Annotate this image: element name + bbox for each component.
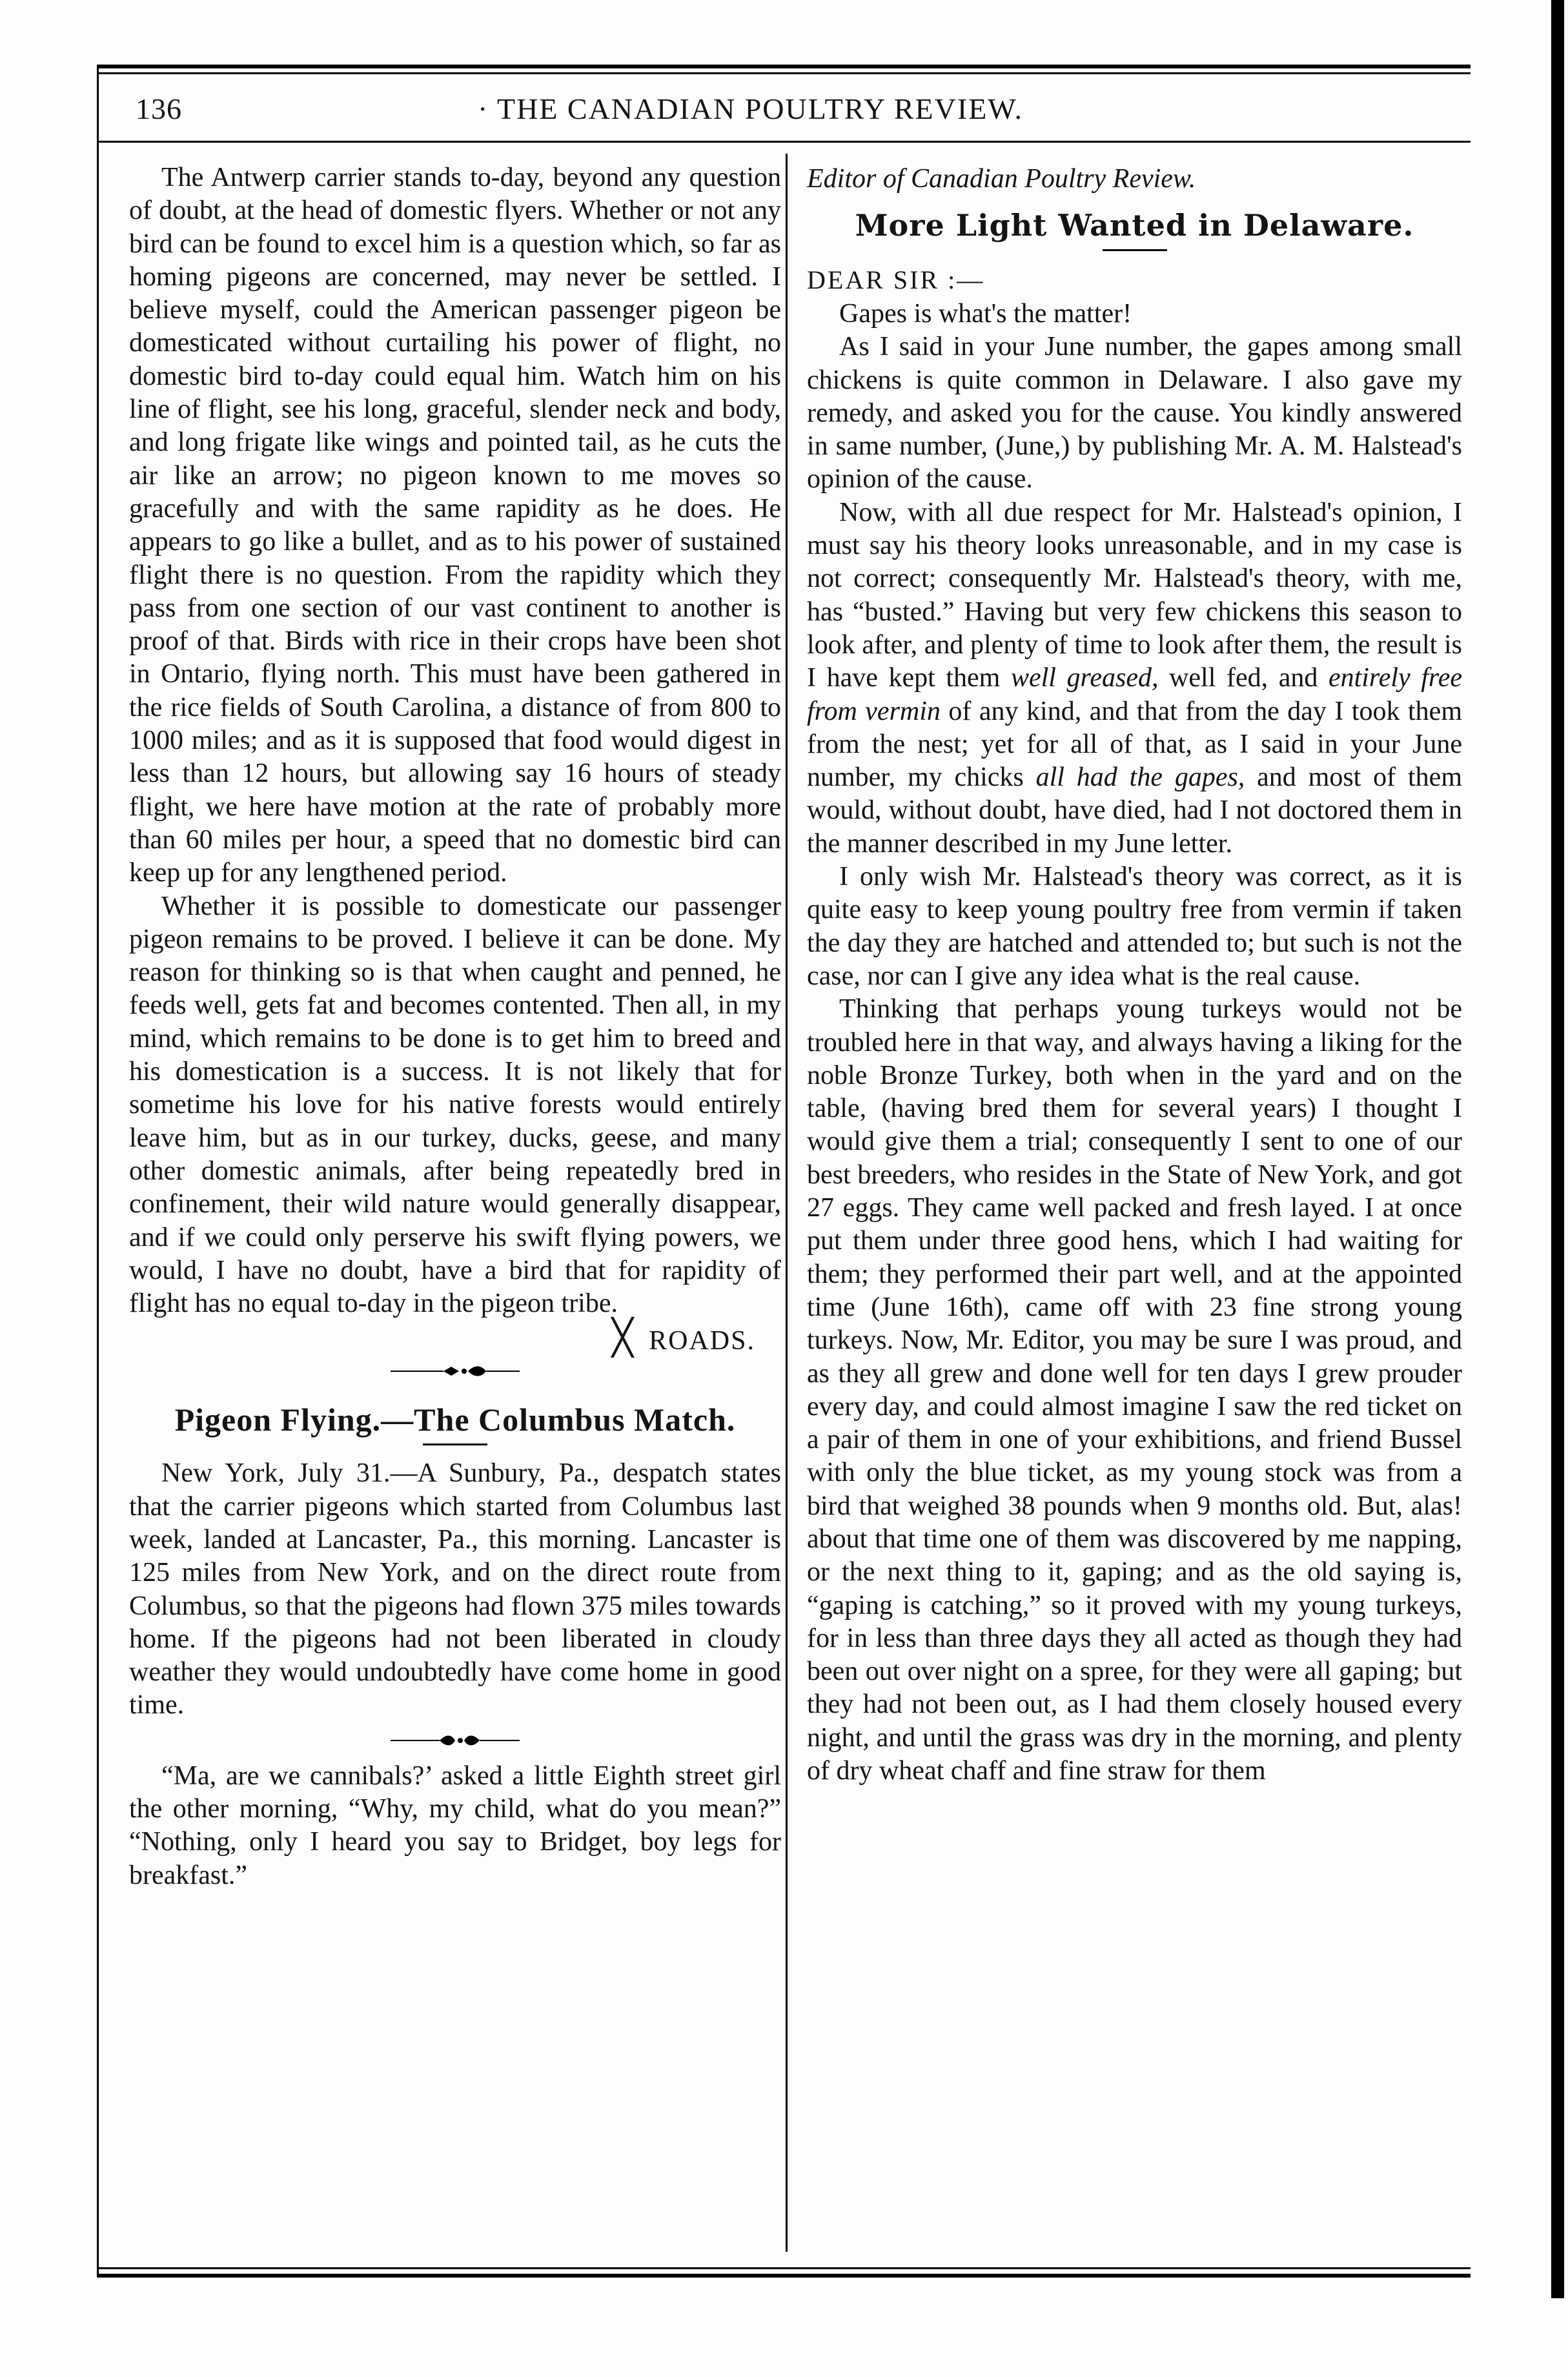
ornamental-divider xyxy=(129,1728,781,1760)
left-border-rule xyxy=(97,65,99,2278)
column-divider xyxy=(786,154,788,2252)
letter-paragraph: I only wish Mr. Halstead's theory was correct, as it is quite easy to keep young poultry free from vermin if taken the day they are hatched and attended to; but such is not the case, nor can I give any idea what is the real cause. xyxy=(807,862,1462,991)
bottom-double-rule-thin xyxy=(97,2267,1471,2269)
italic-text-run: well greased, xyxy=(1010,663,1159,693)
bottom-double-rule-thick xyxy=(97,2274,1471,2278)
letter-paragraph: Gapes is what's the matter! xyxy=(839,299,1132,329)
text-run: Now, with all due respect for Mr. Halstead's opinion, I must say his theory looks unreasonable, and in my case is not correct; consequently Mr. Halstead's theory, with me, has “busted.” Having but very few chickens this season to look after, and plenty of time to look after them, the result is I have kept them xyxy=(807,497,1462,693)
article-paragraph: Whether it is possible to domesticate our passenger pigeon remains to be proved. I believe it can be done. My reason for thinking so is that when caught and penned, he feeds well, gets fat and becomes contented. Then all, in my mind, which remains to be done is to get him to breed and his domestication is a success. It is not likely that for sometime his love for his native forests would entirely leave him, but as in our turkey, ducks, geese, and many other domestic animals, after being repeatedly bred in confinement, their wild nature would generally disappear, and if we could only perserve his swift flying powers, we would, I have no doubt, have a bird that for rapidity of flight has no equal to-day in the pigeon tribe. xyxy=(129,891,781,1319)
title-rule xyxy=(423,1444,487,1445)
ornamental-divider xyxy=(129,1358,781,1391)
top-double-rule-thick xyxy=(97,65,1471,68)
letter-salutation: DEAR SIR :— xyxy=(807,265,985,294)
text-run: of any kind, and that from the day I took them from the nest; yet for all of that, as I said in your June number, my chicks xyxy=(807,696,1462,793)
letter-paragraph: Thinking that perhaps young turkeys would not be troubled here in that way, and always having a liking for the noble Bronze Turkey, both when in the yard and on the table, (having bred them for several years) I thought I would give them a trial; consequently I sent to one of our best breeders, who resides in the State of New York, and got 27 eggs. They came well packed and fresh layed. I at once put them under three good hens, which I had waiting for them; they performed their part well, and at the appointed time (June 16th), came off with 23 fine strong young turkeys. Now, Mr. Editor, you may be sure I was proud, and as they all grew and done well for ten days I grew prouder every day, and could almost imagine I saw the red ticket on a pair of them in one of your exhibitions, and friend Bussel with only the blue ticket, as my young stock was from a bird that weighed 38 pounds when 9 months old. But, alas! about that time one of them was discovered by me napping, or the next thing to it, gaping; and as the old saying is, “gaping is catching,” so it proved with my young turkeys, for in less than three days they all acted as though they had been out over night on a spree, for they were all gaping; but they had not been out, as I had them closely housed every night, and until the grass was dry in the morning, and plenty of dry wheat chaff and fine straw for them xyxy=(807,994,1462,1786)
italic-text-run: entirely free from vermin xyxy=(807,663,1462,726)
text-run: and most of them would, without doubt, have died, had I not doctored them in the manner described in my June letter. xyxy=(807,762,1462,859)
right-column xyxy=(807,161,1462,1788)
running-title: · THE CANADIAN POULTRY REVIEW. xyxy=(478,92,1023,125)
header-rule xyxy=(97,141,1471,143)
top-double-rule-thin xyxy=(97,72,1471,74)
text-run: well fed, and xyxy=(1158,663,1329,693)
letter-paragraph xyxy=(807,496,1462,861)
article-title: Pigeon Flying.—The Columbus Match. xyxy=(174,1402,736,1438)
anecdote-paragraph: “Ma, are we cannibals?’ asked a little Eighth street girl the other morning, “Why, my child, what do you mean?” “Nothing, only I heard you say to Bridget, boy legs for breakfast.” xyxy=(129,1760,781,1890)
article-signature xyxy=(129,1320,781,1358)
letter-title: More Light Wanted in Delaware. xyxy=(855,208,1414,243)
article-paragraph: New York, July 31.—A Sunbury, Pa., despatch states that the carrier pigeons which started from Columbus last week, landed at Lancaster, Pa., this morning. Lancaster is 125 miles from New York, and on the direct route from Columbus, so that the pigeons had flown 375 miles towards home. If the pigeons had not been liberated in cloudy weather they would undoubtedly have come home in good time. xyxy=(129,1458,781,1720)
signature-name: ROADS. xyxy=(649,1326,755,1356)
letter-addressee: Editor of Canadian Poultry Review. xyxy=(807,164,1196,194)
page-spine-shadow xyxy=(1551,0,1564,2298)
article-paragraph: The Antwerp carrier stands to-day, beyond any question of doubt, at the head of domestic flyers. Whether or not any bird can be found to excel him is a question which, so far as homing pigeons are concerned, may never be settled. I believe myself, could the American passenger pigeon be domesticated without curtailing his power of flight, no domestic bird to-day could equal him. Watch him on his line of flight, see his long, graceful, slender neck and body, and long frigate like wings and pointed tail, as he cuts the air like an arrow; no pigeon known to me moves so gracefully and with the same rapidity as he does. He appears to go like a bullet, and as to his power of sustained flight there is no question. From the rapidity which they pass from one section of our vast continent to another is proof of that. Birds with rice in their crops have been shot in Ontario, flying north. This must have been gathered in the rice fields of South Carolina, a distance of from 800 to 1000 miles; and as it is supposed that food would digest in less than 12 hours, but allowing say 16 hours of steady flight, we here have motion at the rate of probably more than 60 miles per hour, a speed that no domestic bird can keep up for any lengthened period. xyxy=(129,163,781,888)
italic-text-run: all had the gapes, xyxy=(1035,762,1245,793)
left-column xyxy=(129,161,781,1892)
letter-paragraph: As I said in your June number, the gapes among small chickens is quite common in Delaware. I also gave my remedy, and asked you for the cause. You kindly answered in same number, (June,) by publishing Mr. A. M. Halstead's opinion of the cause. xyxy=(807,332,1462,495)
page-number: 136 xyxy=(136,92,182,125)
title-rule xyxy=(1103,249,1167,251)
cross-mark-icon: ╳ xyxy=(612,1318,635,1358)
